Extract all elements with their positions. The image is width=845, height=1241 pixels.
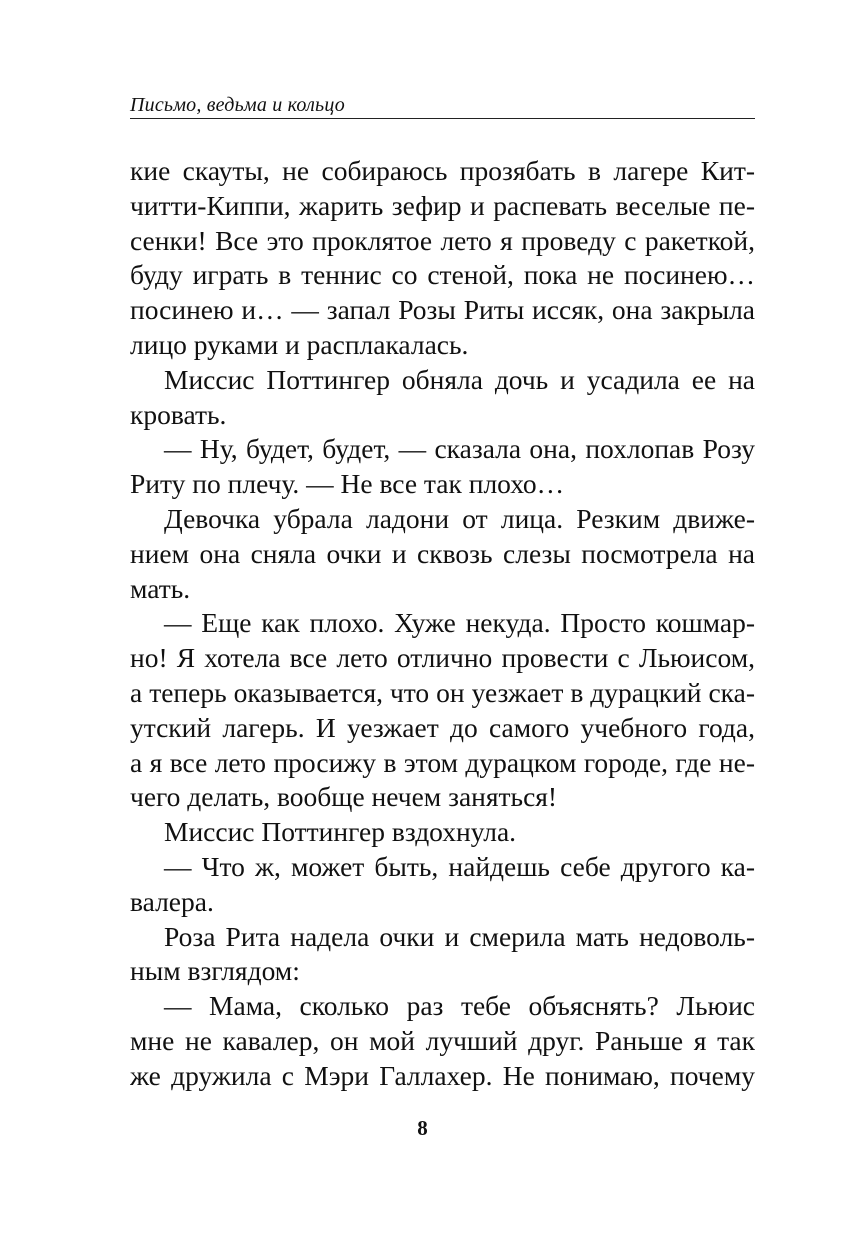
text-line: — Что ж, может быть, найдешь себе другого ка- xyxy=(164,850,755,882)
text-line: — Ну, будет, будет, — сказала она, похлопав Розу xyxy=(164,433,755,465)
text-line: нием она сняла очки и сквозь слезы посмотрела на xyxy=(130,537,755,569)
text-line: сенки! Все это проклятое лето я проведу с ракеткой, xyxy=(130,224,755,256)
text-line: Миссис Поттингер вздохнула. xyxy=(164,816,517,848)
text-line: Риту по плечу. — Не все так плохо… xyxy=(130,468,565,500)
text-line: ным взглядом: xyxy=(130,955,300,987)
text-line: мать. xyxy=(130,572,191,604)
text-line: мне не кавалер, он мой лучший друг. Раньше я так xyxy=(130,1024,755,1056)
page-number: 8 xyxy=(417,1116,428,1140)
text-line: а я все лето просижу в этом дурацком городе, где не- xyxy=(130,746,755,778)
text-line: чего делать, вообще нечем заняться! xyxy=(130,781,558,813)
text-line: лицо руками и расплакалась. xyxy=(130,328,469,360)
text-line: а теперь оказывается, что он уезжает в дурацкий ска- xyxy=(130,676,755,708)
text-line: Миссис Поттингер обняла дочь и усадила ее на xyxy=(164,363,755,395)
text-line: кие скауты, не собираюсь прозябать в лагере Кит- xyxy=(130,155,755,186)
text-line: посинею и… — запал Розы Риты иссяк, она закрыла xyxy=(130,294,755,326)
text-line: валера. xyxy=(130,885,214,917)
text-line: читти-Киппи, жарить зефир и распевать веселые пе- xyxy=(130,189,755,221)
text-line: но! Я хотела все лето отлично провести с Льюисом, xyxy=(130,642,755,674)
running-header: Письмо, ведьма и кольцо xyxy=(130,92,755,119)
text-line: буду играть в теннис со стеной, пока не посинею… xyxy=(130,259,755,291)
text-line: — Мама, сколько раз тебе объяснять? Льюис xyxy=(164,990,755,1022)
text-line: кровать. xyxy=(130,398,227,430)
text-line: Девочка убрала ладони от лица. Резким движе- xyxy=(164,502,755,534)
text-line: утский лагерь. И уезжает до самого учебного года, xyxy=(130,711,755,743)
text-line: же дружила с Мэри Галлахер. Не понимаю, почему xyxy=(130,1059,755,1091)
text-line: Роза Рита надела очки и смерила мать недоволь- xyxy=(164,920,755,952)
text-line: — Еще как плохо. Хуже некуда. Просто кошмар- xyxy=(164,607,755,639)
body-text xyxy=(130,154,755,1094)
